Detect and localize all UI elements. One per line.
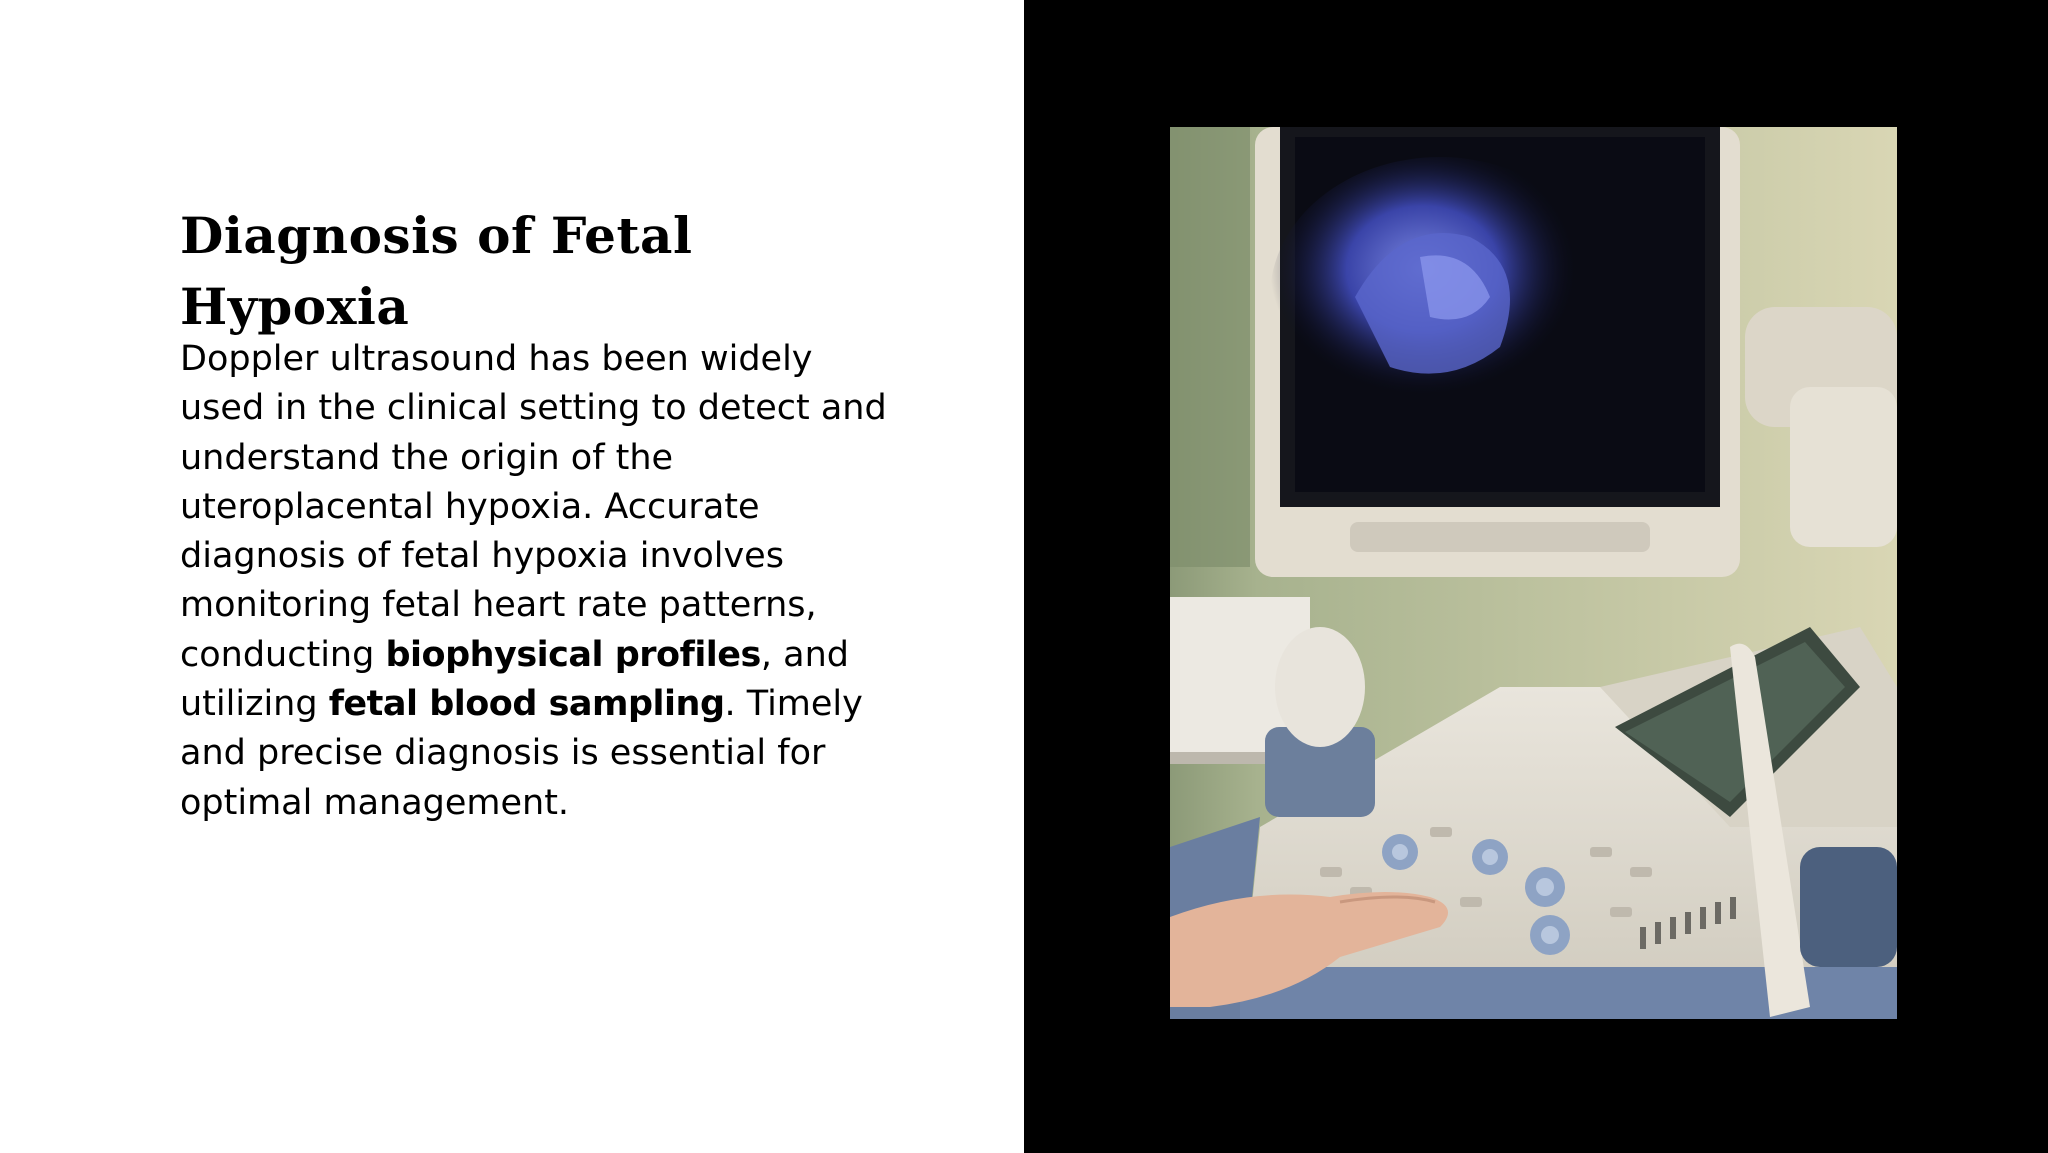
title-line-1: Diagnosis of Fetal [180,206,693,265]
bold-term-biophysical: biophysical profiles [385,634,761,675]
slide-title [180,200,800,342]
image-panel [1024,0,2048,1153]
ultrasound-machine-photo [1170,127,1897,1019]
ultrasound-photo-illustration [1170,127,1897,1019]
title-line-2: Hypoxia [180,277,410,336]
body-text-1: Doppler ultrasound has been widely used in the clinical setting to detect and understand the origin of the uteroplacental hypoxia. Accurate diagnosis of fetal hypoxia involves monitoring fetal heart rate patterns, conducting [180,339,887,675]
body-text-2: , and utilizing [180,634,849,725]
body-paragraph [180,335,900,828]
body-text-3: . Timely and precise diagnosis is essential for optimal management. [180,684,863,823]
bold-term-blood-sampling: fetal blood sampling [328,684,725,725]
